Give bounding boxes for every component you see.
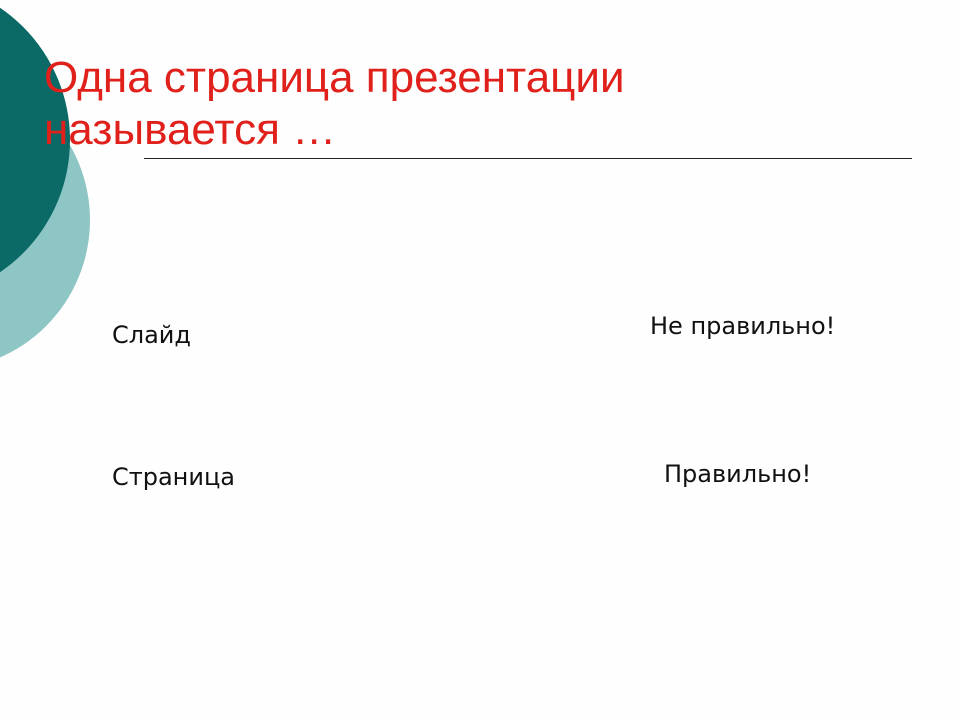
slide-title: Одна страница презентации называется … [44,53,625,154]
title-underline [144,158,912,159]
answer-feedback-correct: Правильно! [664,460,812,488]
answer-option-slide[interactable]: Слайд [112,321,191,349]
answer-option-page[interactable]: Страница [112,463,236,491]
answer-feedback-incorrect: Не правильно! [650,312,836,340]
